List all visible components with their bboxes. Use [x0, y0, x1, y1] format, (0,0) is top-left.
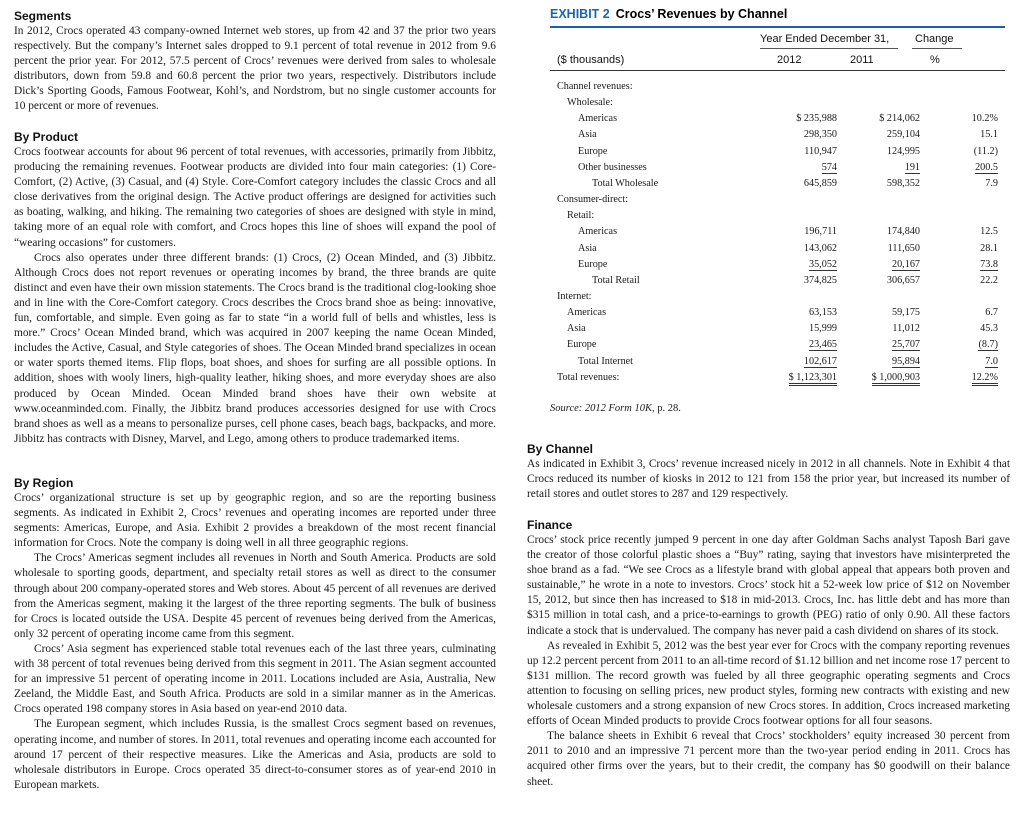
table-row: [550, 144, 1005, 160]
value-2012: 110,947: [804, 145, 837, 157]
finance-heading: Finance: [527, 518, 573, 532]
row-label: Total revenues:: [557, 371, 620, 383]
by-region-paragraph-2: The Crocs’ Americas segment includes all revenues in North and South America. Products are sold wholesale to sporting goods, department, and specialty retail stores as well as direct to the consumer through about 200 company-operated stores and Web stores. About 45 percent of all revenues are derived from the Americas segment, making it the largest of the three reporting segments. The bulk of business for Crocs is located outside the USA. Despite 45 percent of revenues being derived from the Americas, only 32 percent of operating income came from this segment.: [14, 552, 496, 640]
row-label: Retail:: [567, 210, 595, 222]
value-2012: 63,153: [808, 307, 837, 319]
table-row: [550, 111, 1005, 127]
row-label: Asia: [567, 323, 586, 335]
value-2011: 111,650: [887, 242, 920, 254]
table-row: [550, 370, 1005, 386]
row-label: Total Wholesale: [592, 177, 659, 189]
table-row: [550, 257, 1005, 273]
by-region-paragraph-3: Crocs’ Asia segment has experienced stable total revenues each of the last three years, culminating with 38 percent of total revenues being derived from this segment in 2011. The Asian segment accounted for an impressive 51 percent of operating income in 2011. Locations included are Asia, Australia, New Zeeland, the Middle East, and South Africa. Products are sold in a similar manner as in the Americas. Crocs operated 198 company stores in Asia based on year-end 2010 data.: [14, 642, 496, 716]
row-label: Consumer-direct:: [557, 194, 629, 206]
row-label: Channel revenues:: [557, 81, 633, 92]
table-row: [550, 337, 1005, 353]
source-text: 2012 Form 10K: [584, 403, 652, 414]
table-row: [550, 192, 1005, 208]
header-group-rule: [760, 48, 898, 49]
by-region-heading: By Region: [14, 476, 74, 490]
header-2011: 2011: [850, 54, 874, 66]
value-change: 12.2%: [945, 370, 998, 386]
table-row: [550, 127, 1005, 143]
table-row: [550, 354, 1005, 370]
value-2012: 102,617: [803, 355, 837, 367]
value-2012: 143,062: [803, 242, 837, 254]
value-2011: 191: [904, 161, 920, 173]
segments-section: [14, 9, 496, 115]
value-2012: 574: [821, 161, 837, 173]
exhibit-top-rule: [550, 26, 1005, 28]
table-row: [550, 305, 1005, 321]
by-channel-heading: By Channel: [527, 442, 594, 456]
value-change: (8.7): [978, 339, 998, 351]
value-change: (11.2): [973, 145, 998, 157]
finance-paragraph-2: As revealed in Exhibit 5, 2012 was the best year ever for Crocs with the company reporting revenues up 12.2 percent percent from 2011 to an all-time record of $1.12 billion and net income rose 17 percent to $131 million. The record growth was fueled by all three geographic operating segments and Crocs attention to focusing on selling prices, new product styles, forming new contracts with existing and new wholesale customers and a strong expansion of new Crocs stores. In addition, Crocs increased marketing efforts of Ocean Minded products to provide Crocs footwear options for all four seasons.: [527, 639, 1010, 728]
row-label: Asia: [578, 129, 597, 141]
segments-heading: Segments: [14, 9, 72, 23]
value-change: 22.2: [980, 274, 998, 286]
row-label: Other businesses: [578, 161, 647, 173]
value-change: 6.7: [985, 307, 998, 319]
value-2011: $ 1,000,903: [845, 370, 920, 386]
value-2011: 259,104: [886, 129, 920, 141]
exhibit-title: [550, 7, 1005, 21]
value-2012: 645,859: [803, 177, 837, 189]
value-change: 15.1: [980, 129, 998, 141]
header-bottom-rule: [550, 70, 1005, 71]
value-2012: 15,999: [808, 323, 837, 335]
row-label: Total Retail: [592, 274, 640, 286]
value-2011: $ 214,062: [879, 113, 920, 125]
by-region-paragraph-1: Crocs’ organizational structure is set up by geographic region, and so are the reporting business segments. As indicated in Exhibit 2, Crocs’ revenues and operating incomes are reported under three segments: Americas, Europe, and Asia. Exhibit 2 provides a breakdown of the most recent financial information for Crocs. Note the company is doing well in all three geographic regions.: [14, 492, 496, 550]
header-2012: 2012: [777, 54, 802, 66]
table-row: [550, 79, 1005, 95]
value-2011: 306,657: [886, 274, 920, 286]
value-change: 7.0: [985, 355, 998, 367]
value-2012: 23,465: [808, 339, 837, 351]
header-unit-label: ($ thousands): [557, 54, 625, 66]
row-label: Wholesale:: [567, 97, 613, 109]
value-2011: 59,175: [891, 307, 920, 319]
value-2011: 11,012: [892, 323, 920, 335]
by-region-section: [14, 476, 496, 793]
exhibit-number: EXHIBIT 2: [550, 7, 610, 21]
finance-paragraph-3: The balance sheets in Exhibit 6 reveal that Crocs’ stockholders’ equity increased 30 percent from 2011 to 2010 and an impressive 71 percent more than the two-year period ending in 2011. Crocs has acquired other firms over the years, but to their credit, the company has $0 goodwill on their balance sheet.: [527, 730, 1010, 788]
by-product-heading: By Product: [14, 130, 79, 144]
table-row: [550, 95, 1005, 111]
header-year-group: Year Ended December 31,: [760, 33, 890, 45]
exhibit-title-text: Crocs’ Revenues by Channel: [615, 7, 788, 21]
table-row: [550, 176, 1005, 192]
value-2012: 196,711: [804, 226, 837, 238]
row-label: Europe: [567, 339, 597, 351]
exhibit-source: [550, 403, 681, 414]
by-product-paragraph-1: Crocs footwear accounts for about 96 percent of total revenues, with accessories, primarily from Jibbitz, producing the remaining revenues. Footwear products are divided into four main categories: (1) Core-Comfort, (2) Active, (3) Casual, and (4) Style. Core-Comfort category includes the classic Crocs and all close derivatives from the original design. The Active product offerings are designed for activities such as boating, walking, and hiking. The remaining two categories of shoes are designed with style in mind, taking more of an equal role with comfort, and Crocs hopes this line of shoes will expand the pool of “wearing occasions” for customers.: [14, 146, 496, 249]
row-label: Internet:: [557, 290, 592, 302]
finance-paragraph-1: Crocs’ stock price recently jumped 9 percent in one day after Goldman Sachs analyst Taposh Bari gave the creator of those colorful plastic shoes a “Buy” rating, saying that investors have misinterpreted the shoe brand as a fad. “We see Crocs as a lifestyle brand with global appeal that appears both proven and sustainable,” he wrote in a note to investors. Crocs’ stock hit a 52-week low price of $12 on November 15, 2012, but since then has increased to $18 in mid-2013. Crocs, Inc. has little debt and has more than $315 million in total cash, and a price-to-earnings to growth (PEG) ratio of only 0.90. All these factors indicate a stock that is undervalued. The company has never paid a cash dividend on shares of its stock.: [527, 534, 1010, 637]
value-2012: $ 235,988: [796, 113, 837, 125]
value-change: 7.9: [985, 177, 998, 189]
header-change: Change: [915, 33, 954, 45]
row-label: Total Internet: [578, 355, 634, 367]
finance-section: [527, 518, 1010, 790]
value-2011: 124,995: [886, 145, 920, 157]
table-row: [550, 289, 1005, 305]
value-2012: $ 1,123,301: [755, 370, 837, 386]
row-label: Americas: [578, 113, 618, 125]
by-channel-paragraph: As indicated in Exhibit 3, Crocs’ revenue increased nicely in 2012 in all channels. Note in Exhibit 4 that Crocs reduced its number of kiosks in 2012 to 121 from 158 the prior year, but increased its number of retail stores and outlet stores to 287 and 129 respectively.: [527, 458, 1010, 501]
table-row: [550, 321, 1005, 337]
value-2011: 95,894: [891, 355, 920, 367]
value-change: 200.5: [975, 161, 998, 173]
by-product-paragraph-2: Crocs also operates under three different brands: (1) Crocs, (2) Ocean Minded, and (3) Jibbitz. Although Crocs does not report revenues or operating incomes by brand, the three brands are quite distinct and even have their own mission statements. The Crocs brand is the traditional clog-looking shoe and in line with the Core-Comfort category. Crocs describes the Crocs brand shoe as being: innovative, fun, comfortable, and simple. Even going as far to state “in a world full of bells and whistles, less is more.” Crocs’ Ocean Minded brand, which was acquired in 2007 keeping the name Ocean Minded, includes the Active, Casual, and Style categories of shoes. The Ocean Minded brand specializes in ocean or water sports themed items. Flip flops, boat shoes, and shoes for surfing are all possible options. In addition, shoes with wooly liners, high-quality leather, hiking shoes, and more everyday shoes are also produced by Ocean Minded. Ocean Minded brand shoes have their own website at www.oceanminded.com. Finally, the Jibbitz brand produces accessories designed for use with Crocs brand shoes as well as a means to personalize purses, cell phone cases, beach bags, backpacks, and more. Jibbitz has contracts with Disney, Marvel, and Lego, among others to produce trademarked items.: [14, 251, 496, 445]
value-2011: 174,840: [886, 226, 920, 238]
row-label: Americas: [578, 226, 618, 238]
source-suffix: , p. 28.: [651, 403, 681, 414]
value-2012: 35,052: [808, 258, 837, 270]
header-change-rule: [912, 48, 962, 49]
value-2012: 374,825: [803, 274, 837, 286]
header-pct: %: [930, 54, 940, 66]
value-change: 45.3: [980, 323, 998, 335]
row-label: Asia: [578, 242, 597, 254]
value-change: 12.5: [980, 226, 998, 238]
source-label: Source:: [550, 403, 583, 414]
value-2011: 20,167: [891, 258, 920, 270]
by-channel-section: [527, 442, 1010, 502]
row-label: Europe: [578, 258, 608, 270]
segments-paragraph: In 2012, Crocs operated 43 company-owned Internet web stores, up from 42 and 37 the prior two years respectively. But the company’s Internet sales dropped to 9.1 percent of total revenue in 2012 from 9.6 percent the prior year. For 2012, 57.5 percent of Crocs’ revenues were derived from sales to wholesale distributors, down from 59.8 and 60.8 percent the prior two years, respectively. Distributors include Dick’s Sporting Goods, Famous Footwear, Kohl’s, and Nordstrom, but no single customer accounts for 10 percent or more of revenues.: [14, 25, 496, 113]
value-change: 73.8: [980, 258, 998, 270]
by-region-paragraph-4: The European segment, which includes Russia, is the smallest Crocs segment based on revenues, operating income, and number of stores. In 2011, total revenues and operating income each accounted for around 17 percent of their respective measures. Like the Americas and Asia, products are sold to wholesale distributors in Europe. Crocs operated 35 direct-to-consumer stores as of year-end 2010 in European markets.: [14, 718, 496, 791]
table-row: [550, 241, 1005, 257]
value-2011: 25,707: [891, 339, 920, 351]
table-row: [550, 208, 1005, 224]
value-change: 28.1: [980, 242, 998, 254]
value-2012: 298,350: [803, 129, 837, 141]
value-change: 10.2%: [971, 113, 998, 125]
value-2011: 598,352: [886, 177, 920, 189]
row-label: Europe: [578, 145, 608, 157]
table-row: [550, 273, 1005, 289]
row-label: Americas: [567, 307, 607, 319]
by-product-section: [14, 130, 496, 447]
table-row: [550, 160, 1005, 176]
table-row: [550, 224, 1005, 240]
